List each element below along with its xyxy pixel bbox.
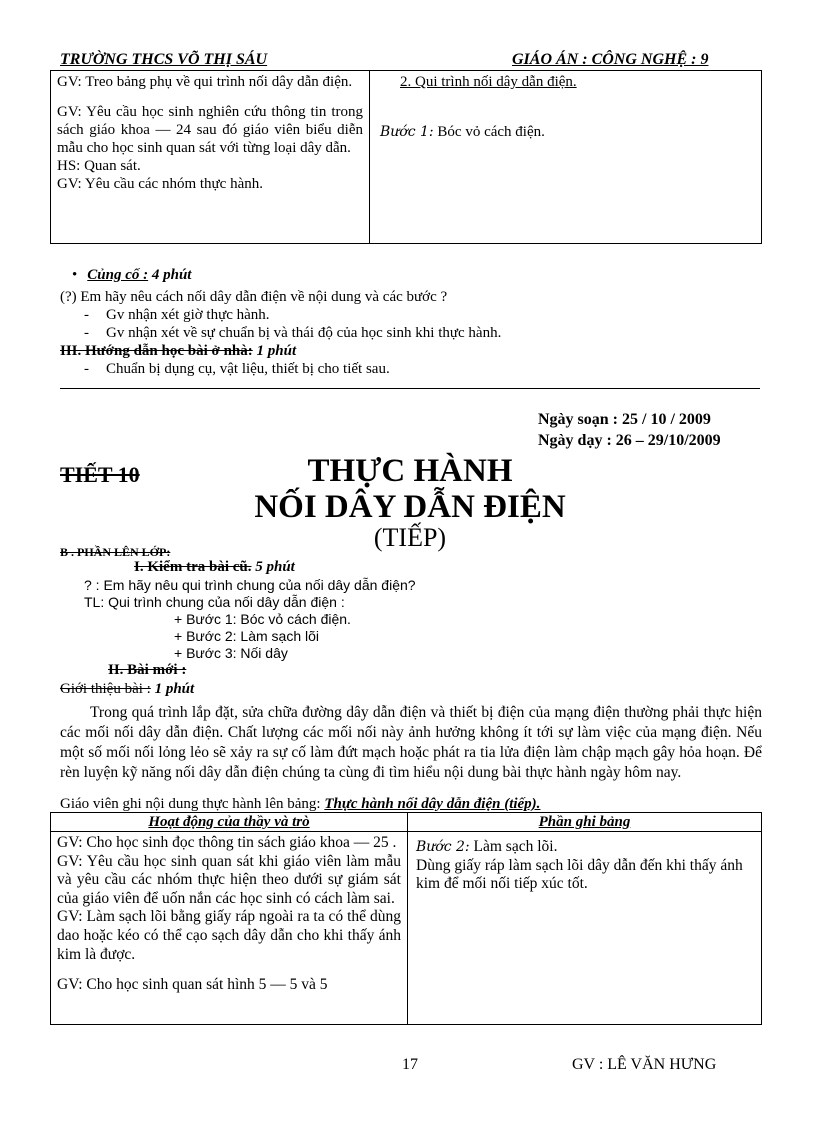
table1-left-line: GV: Treo bảng phụ về qui trình nối dây dẫn điện. [57,74,353,90]
teacher-name: GV : LÊ VĂN HƯNG [572,1056,717,1073]
table2-left-line: GV: Cho học sinh quan sát hình 5 — 5 và 5 [57,976,328,994]
oldcheck-step: + Bước 3: Nối dây [174,645,288,661]
review-title: Củng cố : [87,267,149,283]
step-text: Làm sạch lõi. [473,838,558,855]
board-note-text: Dùng giấy ráp làm sạch lõi dây dẫn đến khi thấy ánh kim để mối nối tiếp xúc tốt. [416,856,743,893]
table2-left-line: GV: Yêu cầu học sinh quan sát khi giáo viên làm mẫu và yêu cầu các nhóm thực hiện theo dưới sự giám sát của giáo viên để uốn nắn các học sinh có cách làm sai. [57,852,401,907]
intro-heading [60,680,194,698]
table1-left-line: HS: Quan sát. [57,158,141,174]
date-taught: Ngày dạy : 26 – 29/10/2009 [538,432,721,449]
table1-left-line: GV: Yêu cầu học sinh nghiên cứu thông tin trong sách giáo khoa — 24 sau đó giáo viên biểu diễn mẫu cho học sinh quan sát với từng loại dây dẫn. [57,104,363,156]
homework-time: 1 phút [256,343,297,359]
oldcheck-question: ? : Em hãy nêu qui trình chung của nối dây dẫn điện? [84,577,416,593]
lesson-title-2: NỐI DÂY DẪN ĐIỆN [254,489,566,525]
list-item: - Gv nhận xét giờ thực hành. [84,306,501,324]
table2-left-line: GV: Làm sạch lõi bằng giấy ráp ngoài ra ta có thể dùng dao hoặc kéo có thể cạo sạch dây dẫn cho khi thấy ánh kim là được. [57,908,401,963]
table2-header-board: Phần ghi bảng [408,813,762,832]
lesson-title-1: THỰC HÀNH [307,453,513,489]
review-list [84,306,501,342]
oldcheck-answer: TL: Qui trình chung của nối dây dẫn điện : [84,594,345,610]
date-prepared: Ngày soạn : 25 / 10 / 2009 [538,411,711,428]
lesson-title-3: (TIẾP) [373,523,447,552]
section-b-heading: B . PHẦN LÊN LỚP: [60,545,171,559]
homework-list [84,360,390,378]
step-text: Bóc vỏ cách điện. [437,124,545,140]
table2-left-line: GV: Cho học sinh đọc thông tin sách giáo khoa — 25 . [57,834,397,851]
oldcheck-heading [134,558,295,576]
oldcheck-time: 5 phút [255,559,295,575]
homework-heading [60,342,296,360]
list-item: - Chuẩn bị dụng cụ, vật liệu, thiết bị cho tiết sau. [84,360,390,378]
table2-header-activity: Hoạt động của thầy và trò [51,813,408,832]
intro-time: 1 phút [154,681,195,697]
review-heading [72,266,191,284]
board-prefix: Giáo viên ghi nội dung thực hành lên bảng: [60,796,321,812]
step-label: Bước 1: [380,124,434,140]
teacher-activity-cell [51,71,370,244]
board-title: Thực hành nối dây dẫn điện (tiếp). [324,796,541,812]
oldcheck-title: I. Kiểm tra bài cũ. [134,559,252,575]
page-number: 17 [402,1056,418,1073]
school-name: TRƯỜNG THCS VÕ THỊ SÁU [60,51,268,68]
activity-table-1 [50,70,762,244]
board-notes-cell [408,832,762,1025]
review-question: (?) Em hãy nêu cách nối dây dẫn điện về nội dung và các bước ? [60,289,448,305]
board-notes-cell [370,71,762,244]
list-item: - Gv nhận xét về sự chuẩn bị và thái độ của học sinh khi thực hành. [84,324,501,342]
teacher-activity-cell [51,832,408,1025]
oldcheck-step: + Bước 1: Bóc vỏ cách điện. [174,611,351,627]
activity-table-2 [50,812,762,1025]
section-divider [60,388,760,389]
process-title: 2. Qui trình nối dây dẫn điện. [400,74,577,90]
review-time: 4 phút [151,267,192,283]
subject-title: GIÁO ÁN : CÔNG NGHỆ : 9 [512,51,709,68]
oldcheck-step: + Bước 2: Làm sạch lõi [174,628,320,644]
lesson-number: TIẾT 10 [60,462,140,487]
step-label: Bước 2: [416,839,470,855]
table1-left-line: GV: Yêu cầu các nhóm thực hành. [57,176,263,192]
newlesson-title: II. Bài mới : [108,662,187,678]
intro-label: Giới thiệu bài : [60,681,151,697]
bullet-icon: • [72,267,78,283]
intro-paragraph: Trong quá trình lắp đặt, sửa chữa đường dây dẫn điện và thiết bị điện của mạng điện thường phải thực hiện các mối nối dây dẫn điện. Chất lượng các mối nối này ảnh hưởng không ít tới sự làm việc của mạng điện. Nếu một số mối nối lỏng lẻo sẽ xảy ra sự cố làm đứt mạch hoặc phát ra tia lửa điện làm chập mạch gây hỏa hoạn. Để rèn luyện kỹ năng nối dây dẫn điện chúng ta cùng đi tìm hiểu nội dung bài thực hành ngày hôm nay. [60,704,762,782]
board-line [60,795,540,813]
homework-title: III. Hướng dẫn học bài ở nhà: [60,343,253,359]
